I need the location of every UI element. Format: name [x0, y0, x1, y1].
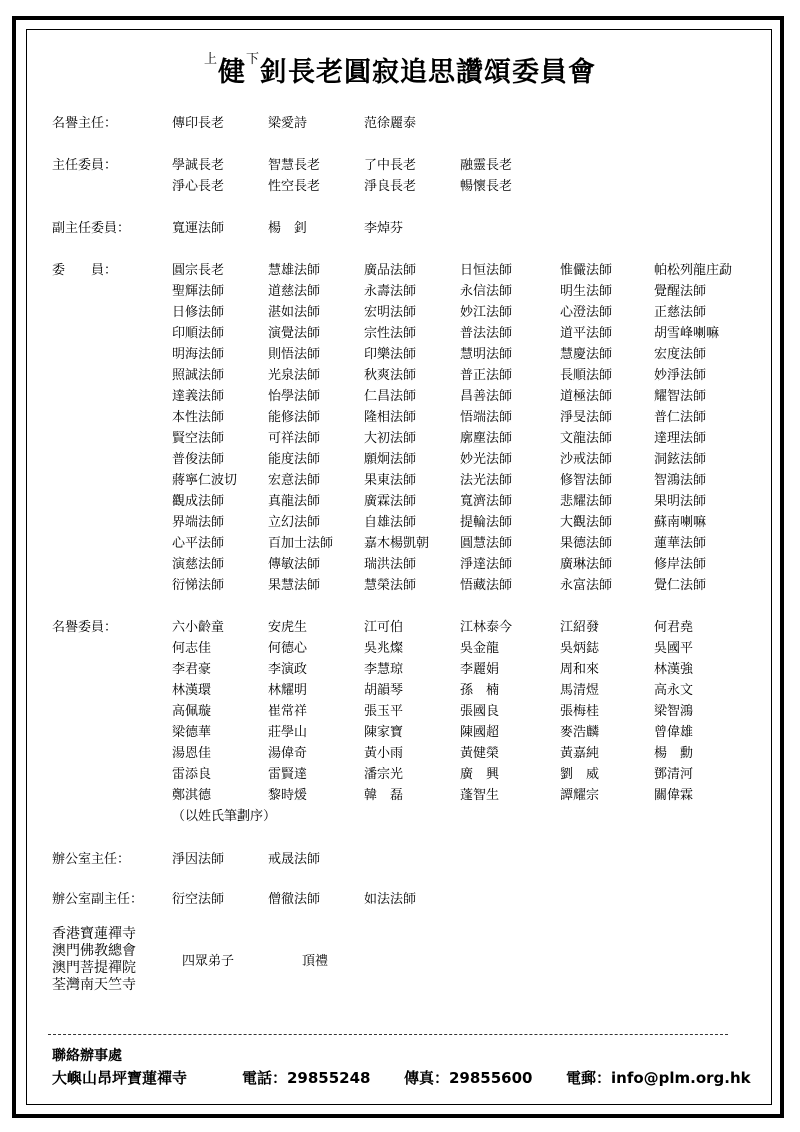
member-name: 慧榮法師 [364, 578, 417, 593]
member-name: 廣品法師 [364, 263, 417, 278]
member-name: 吳金龍 [460, 641, 500, 656]
member-name: 融靈長老 [460, 158, 513, 173]
member-name: 本性法師 [172, 410, 225, 425]
temple-name: 澳門菩提禪院 [52, 960, 136, 976]
member-name: 普俊法師 [172, 452, 225, 467]
member-name: 悲耀法師 [560, 494, 613, 509]
ordering-note: （以姓氏筆劃序） [172, 809, 277, 824]
member-name: 梁智鴻 [654, 704, 694, 719]
page-title: $^上$健$^下$釗長老圓寂追思讚頌委員會 [203, 52, 597, 88]
member-name: 李麗娟 [460, 662, 500, 677]
member-name: 楊 釗 [268, 221, 308, 236]
member-name: 果明法師 [654, 494, 707, 509]
member-name: 怡學法師 [268, 389, 321, 404]
member-name: 法光法師 [460, 473, 513, 488]
member-name: 寬濟法師 [460, 494, 513, 509]
member-name: 何志佳 [172, 641, 212, 656]
section-label: 主任委員： [52, 158, 118, 173]
member-name: 願炯法師 [364, 452, 417, 467]
member-name: 黃健榮 [460, 746, 500, 761]
member-name: 張國良 [460, 704, 500, 719]
member-name: 吳國平 [654, 641, 694, 656]
member-name: 雷添良 [172, 767, 212, 782]
member-name: 昌善法師 [460, 389, 513, 404]
member-name: 則悟法師 [268, 347, 321, 362]
section-label: 委 員： [52, 263, 118, 278]
member-name: 江紹發 [560, 620, 600, 635]
member-name: 日修法師 [172, 305, 225, 320]
temple-name: 荃灣南天竺寺 [52, 977, 136, 993]
member-name: 暢懷長老 [460, 179, 513, 194]
member-name: 莊學山 [268, 725, 308, 740]
member-name: 胡雪峰喇嘛 [654, 326, 720, 341]
member-name: 湯偉奇 [268, 746, 308, 761]
member-name: 崔常祥 [268, 704, 308, 719]
member-name: 張玉平 [364, 704, 404, 719]
section-label: 辦公室副主任： [52, 892, 144, 907]
member-name: 湛如法師 [268, 305, 321, 320]
member-name: 悟藏法師 [460, 578, 513, 593]
member-name: 智鴻法師 [654, 473, 707, 488]
member-name: 立幻法師 [268, 515, 321, 530]
member-name: 廣 興 [460, 767, 500, 782]
member-name: 鄭淇德 [172, 788, 212, 803]
member-name: 梁德華 [172, 725, 212, 740]
member-name: 聖輝法師 [172, 284, 225, 299]
member-name: 隆相法師 [364, 410, 417, 425]
member-name: 傳印長老 [172, 116, 225, 131]
member-name: 何德心 [268, 641, 308, 656]
member-name: 覺仁法師 [654, 578, 707, 593]
member-name: 寬運法師 [172, 221, 225, 236]
member-name: 高永文 [654, 683, 694, 698]
member-name: 普法法師 [460, 326, 513, 341]
member-name: 潘宗光 [364, 767, 404, 782]
member-name: 李演政 [268, 662, 308, 677]
member-name: 提輪法師 [460, 515, 513, 530]
divider [48, 1034, 728, 1035]
member-name: 界端法師 [172, 515, 225, 530]
member-name: 光泉法師 [268, 368, 321, 383]
member-name: 大觀法師 [560, 515, 613, 530]
member-name: 永信法師 [460, 284, 513, 299]
member-name: 宏意法師 [268, 473, 321, 488]
member-name: 衍空法師 [172, 892, 225, 907]
member-name: 宏度法師 [654, 347, 707, 362]
member-name: 圓慧法師 [460, 536, 513, 551]
member-name: 帕松列龍庄勐 [654, 263, 733, 278]
member-name: 明生法師 [560, 284, 613, 299]
member-name: 了中長老 [364, 158, 417, 173]
member-name: 鄧清河 [654, 767, 694, 782]
member-name: 心澄法師 [560, 305, 613, 320]
member-name: 永壽法師 [364, 284, 417, 299]
contact-email[interactable]: 電郵：info@plm.org.hk [566, 1069, 751, 1087]
member-name: 達理法師 [654, 431, 707, 446]
member-name: 妙淨法師 [654, 368, 707, 383]
member-name: 李君豪 [172, 662, 212, 677]
section-label: 副主任委員： [52, 221, 131, 236]
member-name: 沙戒法師 [560, 452, 613, 467]
member-name: 林漢強 [654, 662, 694, 677]
member-name: 惟儼法師 [560, 263, 613, 278]
member-name: 仁昌法師 [364, 389, 417, 404]
member-name: 永富法師 [560, 578, 613, 593]
member-name: 演覺法師 [268, 326, 321, 341]
member-name: 江林泰今 [460, 620, 513, 635]
member-name: 安虎生 [268, 620, 308, 635]
member-name: 心平法師 [172, 536, 225, 551]
member-name: 秋爽法師 [364, 368, 417, 383]
member-name: 淨旻法師 [560, 410, 613, 425]
member-name: 湯恩佳 [172, 746, 212, 761]
member-name: 覺醒法師 [654, 284, 707, 299]
member-name: 孫 楠 [460, 683, 500, 698]
member-name: 胡韻琴 [364, 683, 404, 698]
member-name: 林耀明 [268, 683, 308, 698]
member-name: 照誠法師 [172, 368, 225, 383]
member-name: 道平法師 [560, 326, 613, 341]
member-name: 梁愛詩 [268, 116, 308, 131]
member-name: 江可伯 [364, 620, 404, 635]
member-name: 可祥法師 [268, 431, 321, 446]
contact-fax: 傳真：29855600 [404, 1069, 533, 1087]
member-name: 高佩璇 [172, 704, 212, 719]
member-name: 印順法師 [172, 326, 225, 341]
member-name: 普正法師 [460, 368, 513, 383]
member-name: 韓 磊 [364, 788, 404, 803]
member-name: 印樂法師 [364, 347, 417, 362]
member-name: 道慈法師 [268, 284, 321, 299]
member-name: 麥浩麟 [560, 725, 600, 740]
member-name: 耀智法師 [654, 389, 707, 404]
member-name: 衍悌法師 [172, 578, 225, 593]
member-name: 譚耀宗 [560, 788, 600, 803]
member-name: 關偉霖 [654, 788, 694, 803]
member-name: 傳敏法師 [268, 557, 321, 572]
member-name: 廣霖法師 [364, 494, 417, 509]
member-name: 達義法師 [172, 389, 225, 404]
contact-address: 大嶼山昂坪寶蓮禪寺 [52, 1069, 188, 1087]
member-name: 宗性法師 [364, 326, 417, 341]
member-name: 黎時煖 [268, 788, 308, 803]
member-name: 淨心長老 [172, 179, 225, 194]
member-name: 蘇南喇嘛 [654, 515, 707, 530]
contact-heading: 聯絡辦事處 [52, 1048, 122, 1064]
member-name: 張梅桂 [560, 704, 600, 719]
member-name: 修智法師 [560, 473, 613, 488]
member-name: 普仁法師 [654, 410, 707, 425]
member-name: 果慧法師 [268, 578, 321, 593]
member-name: 周和來 [560, 662, 600, 677]
member-name: 慧慶法師 [560, 347, 613, 362]
contact-phone: 電話：29855248 [242, 1069, 371, 1087]
worship-text: 頂禮 [302, 954, 329, 969]
member-name: 淨達法師 [460, 557, 513, 572]
member-name: 妙江法師 [460, 305, 513, 320]
member-name: 李慧琼 [364, 662, 404, 677]
member-name: 馬清煜 [560, 683, 600, 698]
member-name: 學誠長老 [172, 158, 225, 173]
member-name: 瑞洪法師 [364, 557, 417, 572]
member-name: 戒晟法師 [268, 852, 321, 867]
member-name: 吳炳鋕 [560, 641, 600, 656]
member-name: 僧徹法師 [268, 892, 321, 907]
member-name: 范徐麗泰 [364, 116, 417, 131]
member-name: 嘉木楊凱朝 [364, 536, 430, 551]
member-name: 黃小雨 [364, 746, 404, 761]
member-name: 廣琳法師 [560, 557, 613, 572]
member-name: 道極法師 [560, 389, 613, 404]
member-name: 演慈法師 [172, 557, 225, 572]
member-name: 能修法師 [268, 410, 321, 425]
member-name: 圓宗長老 [172, 263, 225, 278]
member-name: 何君堯 [654, 620, 694, 635]
member-name: 日恒法師 [460, 263, 513, 278]
member-name: 六小齡童 [172, 620, 225, 635]
member-name: 劉 威 [560, 767, 600, 782]
member-name: 洞鉉法師 [654, 452, 707, 467]
section-label: 辦公室主任： [52, 852, 131, 867]
member-name: 曾偉雄 [654, 725, 694, 740]
member-name: 蔣寧仁波切 [172, 473, 238, 488]
member-name: 文龍法師 [560, 431, 613, 446]
member-name: 黃嘉純 [560, 746, 600, 761]
member-name: 廓塵法師 [460, 431, 513, 446]
member-name: 百加士法師 [268, 536, 334, 551]
temple-name: 澳門佛教總會 [52, 943, 136, 959]
member-name: 陳家寶 [364, 725, 404, 740]
member-name: 明海法師 [172, 347, 225, 362]
member-name: 吳兆燦 [364, 641, 404, 656]
member-name: 妙光法師 [460, 452, 513, 467]
member-name: 淨因法師 [172, 852, 225, 867]
member-name: 能度法師 [268, 452, 321, 467]
temple-name: 香港寶蓮禪寺 [52, 926, 136, 942]
member-name: 林漢環 [172, 683, 212, 698]
member-name: 修岸法師 [654, 557, 707, 572]
member-name: 蓬智生 [460, 788, 500, 803]
member-name: 觀成法師 [172, 494, 225, 509]
member-name: 慧雄法師 [268, 263, 321, 278]
member-name: 楊 勳 [654, 746, 694, 761]
member-name: 性空長老 [268, 179, 321, 194]
member-name: 正慈法師 [654, 305, 707, 320]
member-name: 自雄法師 [364, 515, 417, 530]
member-name: 智慧長老 [268, 158, 321, 173]
member-name: 長順法師 [560, 368, 613, 383]
member-name: 悟端法師 [460, 410, 513, 425]
member-name: 慧明法師 [460, 347, 513, 362]
member-name: 賢空法師 [172, 431, 225, 446]
disciples-text: 四眾弟子 [182, 954, 235, 969]
section-label: 名譽主任： [52, 116, 118, 131]
member-name: 如法法師 [364, 892, 417, 907]
member-name: 雷賢達 [268, 767, 308, 782]
section-label: 名譽委員： [52, 620, 118, 635]
member-name: 果德法師 [560, 536, 613, 551]
member-name: 陳國超 [460, 725, 500, 740]
member-name: 宏明法師 [364, 305, 417, 320]
member-name: 李焯芬 [364, 221, 404, 236]
member-name: 淨良長老 [364, 179, 417, 194]
member-name: 大初法師 [364, 431, 417, 446]
member-name: 蓮華法師 [654, 536, 707, 551]
temple-list [52, 926, 136, 994]
member-name: 真龍法師 [268, 494, 321, 509]
member-name: 果東法師 [364, 473, 417, 488]
